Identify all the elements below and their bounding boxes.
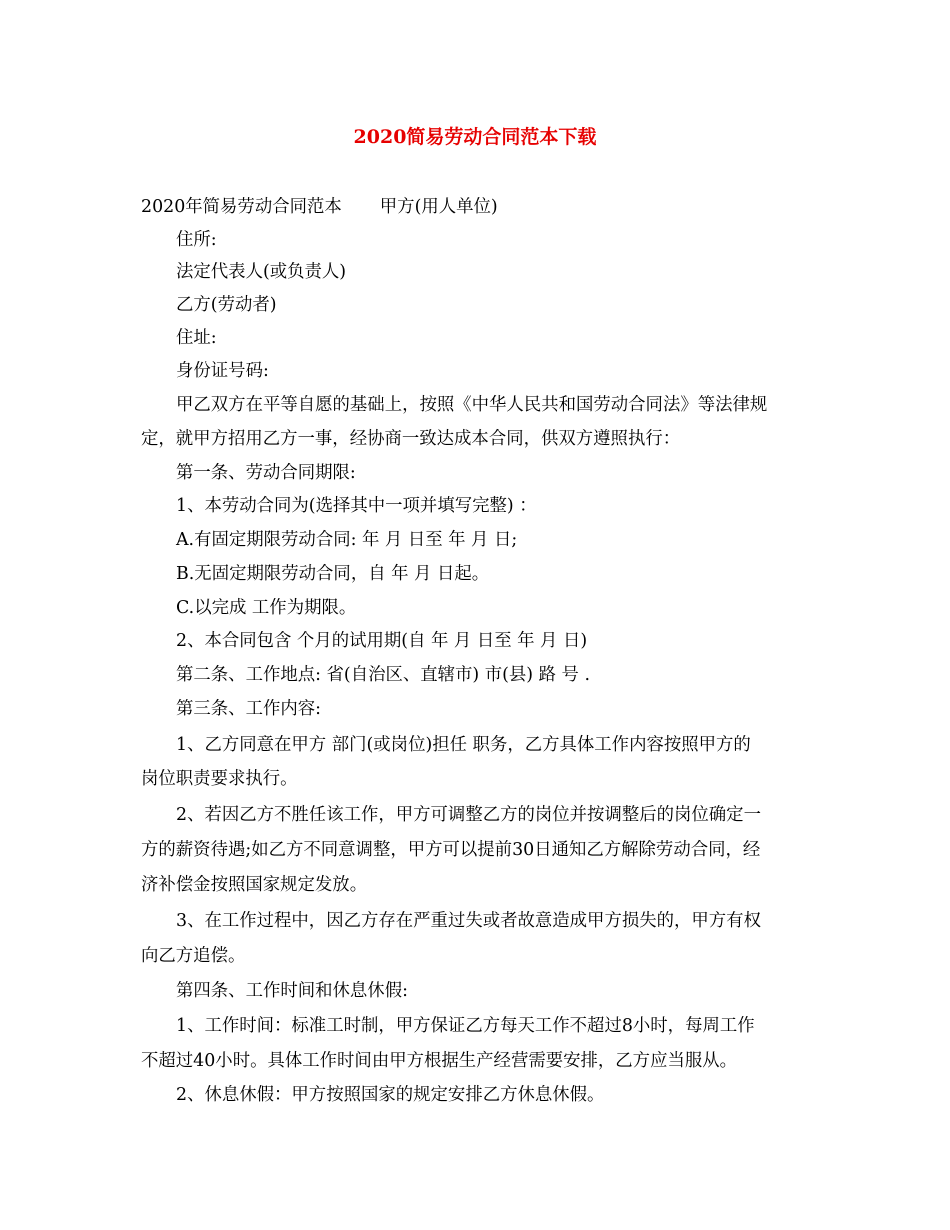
paragraph-line: 住址: xyxy=(176,328,217,348)
paragraph-line: 2、休息休假：甲方按照国家的规定安排乙方休息休假。 xyxy=(176,1085,605,1105)
paragraph-line: 2、若因乙方不胜任该工作，甲方可调整乙方的岗位并按调整后的岗位确定一 xyxy=(176,805,761,825)
paragraph-line: 第一条、劳动合同期限: xyxy=(176,463,356,483)
paragraph-line: 向乙方追偿。 xyxy=(141,946,246,966)
paragraph-line: 1、乙方同意在甲方 部门(或岗位)担任 职务，乙方具体工作内容按照甲方的 xyxy=(176,735,751,755)
header-right: 甲方(用人单位) xyxy=(379,197,498,217)
paragraph-line: 济补偿金按照国家规定发放。 xyxy=(141,875,368,895)
header-left: 2020年简易劳动合同范本 xyxy=(141,197,342,217)
paragraph-line: C.以完成 工作为期限。 xyxy=(176,598,357,618)
paragraph-line: B.无固定期限劳动合同，自 年 月 日起。 xyxy=(176,564,490,584)
paragraph-line: 3、在工作过程中，因乙方存在严重过失或者故意造成甲方损失的，甲方有权 xyxy=(176,911,761,931)
paragraph-line: 第四条、工作时间和休息休假: xyxy=(176,981,408,1001)
paragraph-line: 法定代表人(或负责人) xyxy=(176,262,347,282)
paragraph-line: 1、工作时间：标准工时制，甲方保证乙方每天工作不超过8小时，每周工作 xyxy=(176,1016,755,1036)
paragraph-line: 2、本合同包含 个月的试用期(自 年 月 日至 年 月 日) xyxy=(176,631,588,651)
paragraph-line: 方的薪资待遇;如乙方不同意调整，甲方可以提前30日通知乙方解除劳动合同，经 xyxy=(141,840,761,860)
paragraph-line: 第三条、工作内容: xyxy=(176,699,321,719)
paragraph-line: 定，就甲方招用乙方一事，经协商一致达成本合同，供双方遵照执行： xyxy=(141,429,681,449)
paragraph-line: A.有固定期限劳动合同: 年 月 日至 年 月 日; xyxy=(176,530,518,550)
document-title: 2020简易劳动合同范本下载 xyxy=(353,126,597,148)
paragraph-line: 1、本劳动合同为(选择其中一项并填写完整) ： xyxy=(176,496,537,516)
paragraph-line: 不超过40小时。具体工作时间由甲方根据生产经营需要安排，乙方应当服从。 xyxy=(141,1051,738,1071)
paragraph-line: 岗位职责要求执行。 xyxy=(141,769,298,789)
paragraph-line: 第二条、工作地点: 省(自治区、直辖市) 市(县) 路 号 . xyxy=(176,665,590,685)
paragraph-line: 住所: xyxy=(176,230,217,250)
paragraph-line: 身份证号码: xyxy=(176,361,269,381)
paragraph-line: 甲乙双方在平等自愿的基础上，按照《中华人民共和国劳动合同法》等法律规 xyxy=(176,395,768,415)
paragraph-line: 乙方(劳动者) xyxy=(176,295,277,315)
header-line xyxy=(141,195,498,219)
